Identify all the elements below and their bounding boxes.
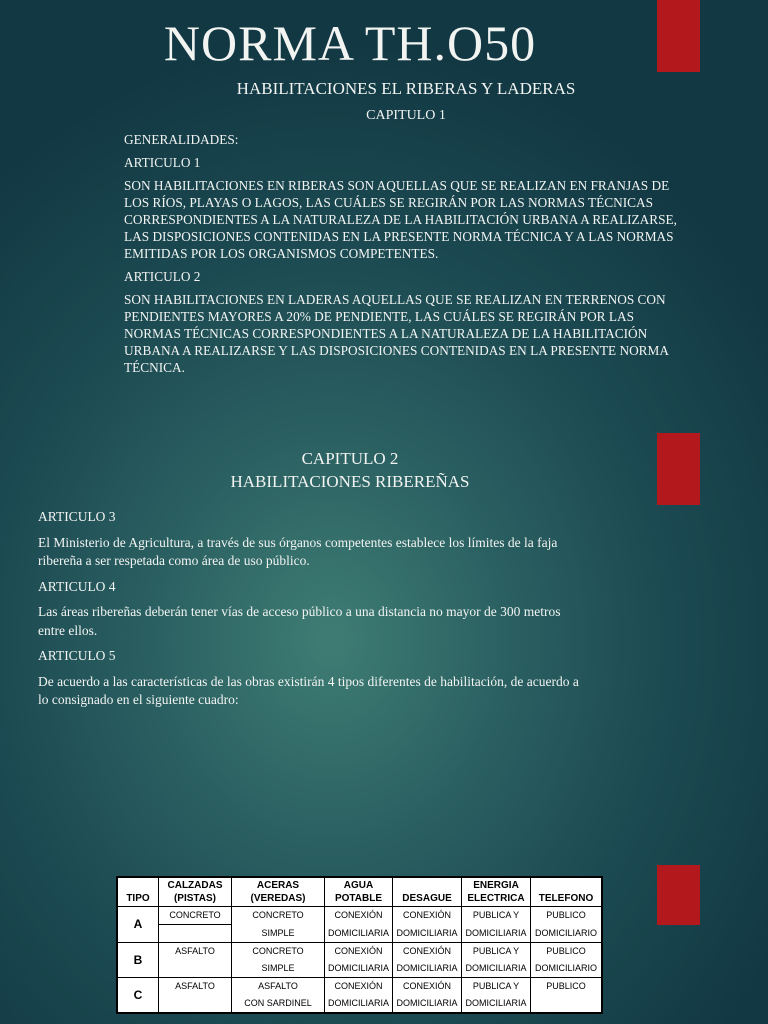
cell-telefono: PUBLICO	[531, 943, 603, 961]
table-row	[117, 978, 602, 996]
habilitation-table	[116, 876, 603, 1014]
cell-aceras: SIMPLE	[232, 960, 325, 978]
cell-tipo: C	[117, 978, 159, 1014]
article-label: ARTICULO 4	[38, 578, 116, 594]
header-energia: ENERGIA ELECTRICA	[462, 877, 531, 907]
cell-desague: CONEXIÓN	[393, 907, 462, 925]
table-row	[117, 995, 602, 1013]
table-row	[117, 907, 602, 925]
cell-agua: CONEXIÓN	[325, 978, 393, 996]
accent-bar	[657, 865, 700, 925]
cell-calzadas: CONCRETO	[159, 907, 232, 925]
article-text: SON HABILITACIONES EN LADERAS AQUELLAS QUE SE REALIZAN EN TERRENOS CON PENDIENTES MAYORES A 20% DE PENDIENTE, LAS CUÁLES SE REGIRÁN POR LAS NORMAS TÉCNICAS CORRESPONDIENTES A LA NATURALEZA DE LA HABILITACIÓN URBANA A REALIZARSE Y LAS DISPOSICIONES CONTENIDAS EN LA PRESENTE NORMA TÉCNICA.	[124, 292, 669, 375]
cell-energia: PUBLICA Y	[462, 978, 531, 996]
header-calzadas: CALZADAS (PISTAS)	[159, 877, 232, 907]
cell-agua: CONEXIÓN	[325, 943, 393, 961]
cell-calzadas: ASFALTO	[159, 943, 232, 961]
cell-desague: CONEXIÓN	[393, 943, 462, 961]
accent-bar	[657, 433, 700, 505]
chapter-heading: CAPITULO 2	[301, 449, 399, 468]
cell-telefono: PUBLICO	[531, 907, 603, 925]
article-label: ARTICULO 2	[124, 269, 201, 284]
article-text: El Ministerio de Agricultura, a través de sus órganos competentes establece los límites de la faja ribereña a ser respetada como área de uso público.	[38, 534, 558, 568]
section-heading: GENERALIDADES:	[124, 132, 239, 147]
cell-calzadas	[159, 925, 232, 943]
table-row	[117, 960, 602, 978]
header-tipo: TIPO	[117, 877, 159, 907]
header-aceras: ACERAS (VEREDAS)	[232, 877, 325, 907]
cell-tipo: B	[117, 943, 159, 978]
cell-energia: DOMICILIARIA	[462, 960, 531, 978]
slide-2	[0, 430, 768, 860]
header-agua: AGUA POTABLE	[325, 877, 393, 907]
table-header-row	[117, 877, 602, 907]
cell-aceras: CONCRETO	[232, 943, 325, 961]
slide-1	[0, 0, 768, 430]
cell-telefono	[531, 995, 603, 1013]
cell-desague: DOMICILIARIA	[393, 925, 462, 943]
article-label: ARTICULO 1	[124, 155, 201, 170]
cell-energia: DOMICILIARIA	[462, 925, 531, 943]
cell-tipo: A	[117, 907, 159, 943]
slide-3	[0, 865, 768, 1024]
header-desague: DESAGUE	[393, 877, 462, 907]
cell-aceras: CON SARDINEL	[232, 995, 325, 1013]
cell-agua: DOMICILIARIA	[325, 960, 393, 978]
table-row	[117, 925, 602, 943]
cell-energia: DOMICILIARIA	[462, 995, 531, 1013]
cell-telefono: DOMICILIARIO	[531, 960, 603, 978]
slide-body	[38, 508, 588, 717]
cell-desague: DOMICILIARIA	[393, 995, 462, 1013]
slide-subtitle: HABILITACIONES RIBEREÑAS	[230, 472, 470, 491]
article-label: ARTICULO 3	[38, 509, 116, 524]
cell-telefono: PUBLICO	[531, 978, 603, 996]
chapter-heading: CAPITULO 1	[366, 108, 446, 123]
article-text: Las áreas ribereñas deberán tener vías de acceso público a una distancia no mayor de 300 metros entre ellos.	[38, 604, 561, 638]
article-text: SON HABILITACIONES EN RIBERAS SON AQUELLAS QUE SE REALIZAN EN FRANJAS DE LOS RÍOS, PLAYAS O LAGOS, LAS CUÁLES SE REGIRÁN POR LAS NORMAS TÉCNICAS CORRESPONDIENTES A LA NATURALEZA DE LA HABILITACIÓN URBANA A REALIZARSE, LAS DISPOSICIONES CONTENIDAS EN LA PRESENTE NORMA TÉCNICA Y A LAS NORMAS EMITIDAS POR LOS ORGANISMOS COMPETENTES.	[124, 178, 677, 261]
article-label: ARTICULO 5	[38, 648, 116, 663]
cell-energia: PUBLICA Y	[462, 943, 531, 961]
cell-desague: DOMICILIARIA	[393, 960, 462, 978]
table-row	[117, 943, 602, 961]
article-text: De acuerdo a las características de las obras existirán 4 tipos diferentes de habilitación, de acuerdo a lo consignado en el siguiente cuadro:	[38, 673, 579, 707]
cell-agua: DOMICILIARIA	[325, 995, 393, 1013]
cell-desague: CONEXIÓN	[393, 978, 462, 996]
header-telefono: TELEFONO	[531, 877, 603, 907]
cell-aceras: CONCRETO	[232, 907, 325, 925]
cell-calzadas: ASFALTO	[159, 978, 232, 996]
cell-telefono: DOMICILIARIO	[531, 925, 603, 943]
slide-body	[124, 131, 694, 382]
cell-calzadas	[159, 960, 232, 978]
cell-agua: CONEXIÓN	[325, 907, 393, 925]
cell-aceras: SIMPLE	[232, 925, 325, 943]
cell-agua: DOMICILIARIA	[325, 925, 393, 943]
slide-subtitle: HABILITACIONES EL RIBERAS Y LADERAS	[236, 79, 576, 98]
cell-aceras: ASFALTO	[232, 978, 325, 996]
cell-calzadas	[159, 995, 232, 1013]
cell-energia: PUBLICA Y	[462, 907, 531, 925]
slide-title: NORMA TH.O50	[163, 15, 537, 71]
